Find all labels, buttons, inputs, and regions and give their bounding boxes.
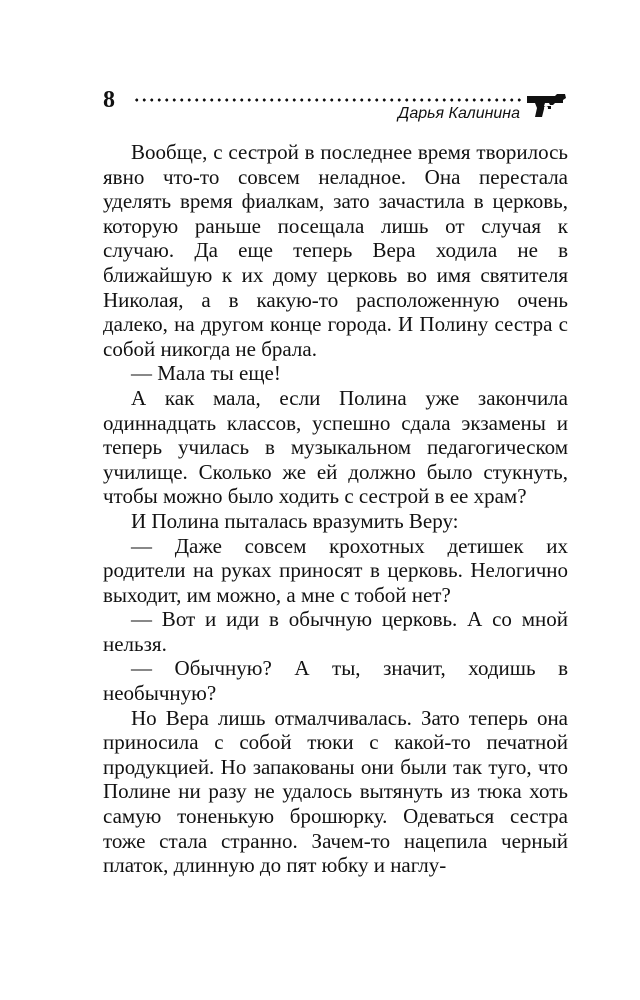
- paragraph: — Мала ты еще!: [131, 361, 281, 386]
- paragraph: Но Вера лишь отмалчивалась. Зато теперь она приносила с собой тюки с какой-то печатной продукцией. Но запакованы они были так туго, что Полине ни разу не удалось вытянуть из тюка хоть самую тоненькую брошюрку. Одеваться сестра тоже стала странно. Зачем-то нацепила черный платок, длинную до пят юбку и наглу-: [103, 705, 568, 878]
- revolver-icon: [525, 90, 567, 120]
- paragraph: — Даже совсем крохотных детишек их родители на руках приносят в церковь. Нелогично выходит, им можно, а мне с тобой нет?: [103, 533, 568, 607]
- page-header: [0, 0, 640, 130]
- paragraph: — Вот и иди в обычную церковь. А со мной нельзя.: [103, 607, 568, 656]
- paragraph: И Полина пыталась вразумить Веру:: [131, 508, 459, 533]
- running-head-author: Дарья Калинина: [398, 105, 520, 122]
- dotted-rule: [133, 98, 523, 102]
- paragraph: — Обычную? А ты, значит, ходишь в необычную?: [103, 656, 568, 706]
- paragraph: Вообще, с сестрой в последнее время творилось явно что-то совсем неладное. Она перестала уделять время фиалкам, зато зачастила в церковь, которую раньше посещала лишь от случая к случаю. Да еще теперь Вера ходила не в ближайшую к их дому церковь во имя святителя Николая, а в какую-то расположенную очень далеко, на другом конце города. И Полину сестра с собой никогда не брала.: [103, 140, 568, 361]
- paragraph: А как мала, если Полина уже закончила одиннадцать классов, успешно сдала экзамены и теперь училась в музыкальном педагогическом училище. Сколько же ей должно было стукнуть, чтобы можно было ходить с сестрой в ее храм?: [103, 385, 568, 509]
- page-number: 8: [103, 87, 115, 113]
- text-body: [103, 140, 568, 878]
